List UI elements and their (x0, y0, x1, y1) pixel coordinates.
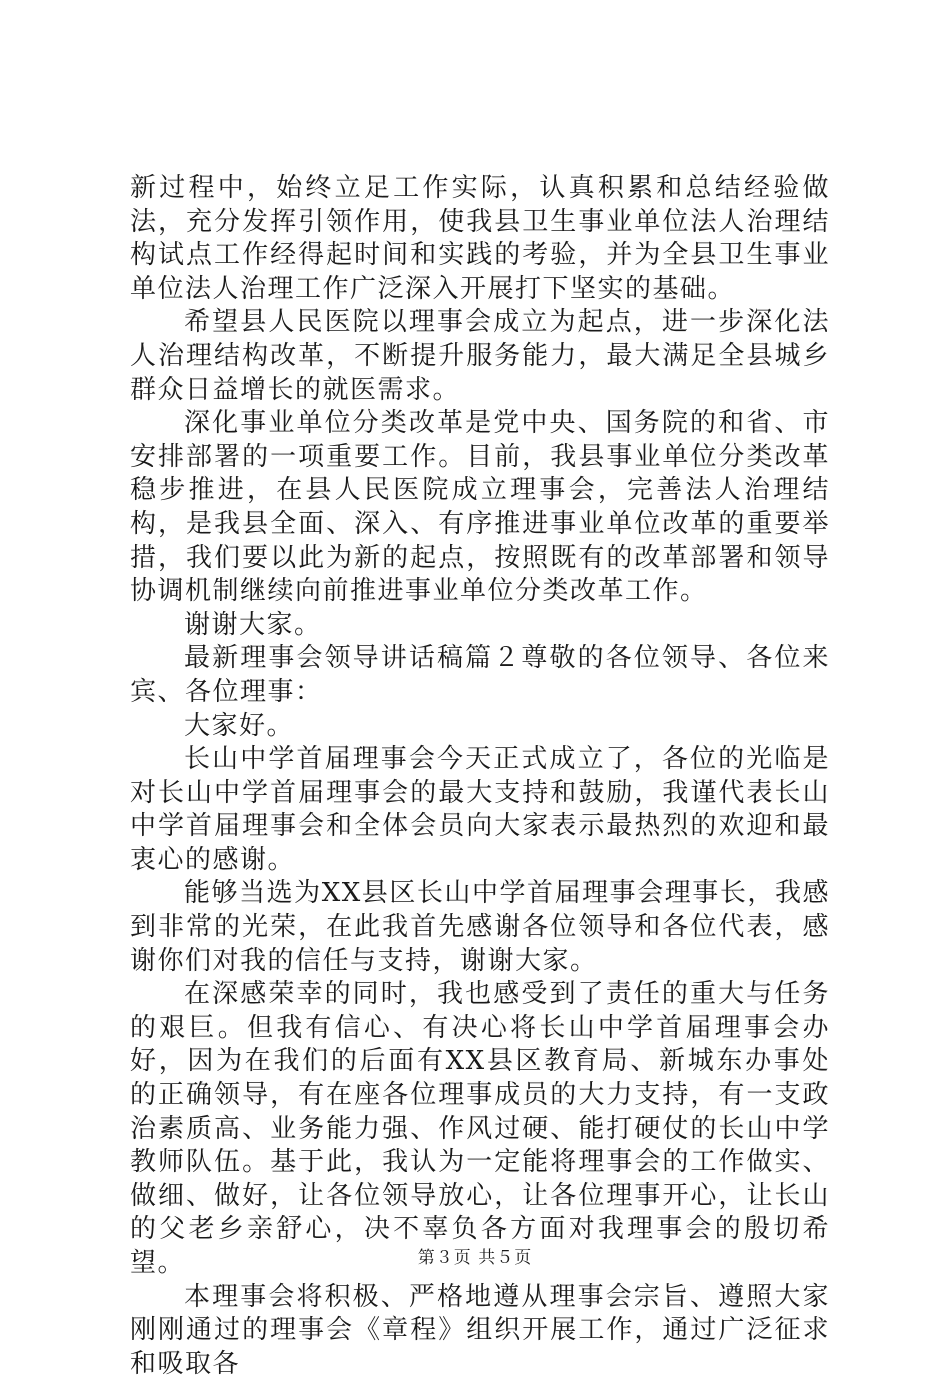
paragraph: 深化事业单位分类改革是党中央、国务院的和省、市安排部署的一项重要工作。目前，我县事业单位分类改革稳步推进，在县人民医院成立理事会，完善法人治理结构，是我县全面、深入、有序推进事业单位改革的重要举措，我们要以此为新的起点，按照既有的改革部署和领导协调机制继续向前推进事业单位分类改革工作。 (130, 408, 830, 607)
paragraph: 希望县人民医院以理事会成立为起点，进一步深化法人治理结构改革，不断提升服务能力，最大满足全县城乡群众日益增长的就医需求。 (130, 307, 830, 405)
document-body (130, 172, 830, 1381)
paragraph: 在深感荣幸的同时，我也感受到了责任的重大与任务的艰巨。但我有信心、有决心将长山中学首届理事会办好，因为在我们的后面有XX县区教育局、新城东办事处的正确领导，有在座各位理事成员的大力支持，有一支政治素质高、业务能力强、作风过硬、能打硬仗的长山中学教师队伍。基于此，我认为一定能将理事会的工作做实、做细、做好，让各位领导放心，让各位理事开心，让长山的父老乡亲舒心，决不辜负各方面对我理事会的殷切希望。 (130, 979, 830, 1278)
paragraph: 长山中学首届理事会今天正式成立了，各位的光临是对长山中学首届理事会的最大支持和鼓励，我谨代表长山中学首届理事会和全体会员向大家表示最热烈的欢迎和最衷心的感谢。 (130, 744, 830, 875)
paragraph: 本理事会将积极、严格地遵从理事会宗旨、遵照大家刚刚通过的理事会《章程》组织开展工作，通过广泛征求和吸取各 (130, 1281, 830, 1379)
paragraph: 最新理事会领导讲话稿篇２尊敬的各位领导、各位来宾、各位理事： (130, 643, 830, 707)
paragraph: 能够当选为XX县区长山中学首届理事会理事长，我感到非常的光荣，在此我首先感谢各位领导和各位代表，感谢你们对我的信任与支持，谢谢大家。 (130, 878, 830, 976)
page-footer: 第３页 共５页 (417, 1248, 533, 1268)
paragraph: 新过程中，始终立足工作实际，认真积累和总结经验做法，充分发挥引领作用，使我县卫生事业单位法人治理结构试点工作经得起时间和实践的考验，并为全县卫生事业单位法人治理工作广泛深入开展打下坚实的基础。 (130, 173, 830, 304)
paragraph: 谢谢大家。 (184, 609, 322, 640)
paragraph: 大家好。 (184, 710, 295, 741)
